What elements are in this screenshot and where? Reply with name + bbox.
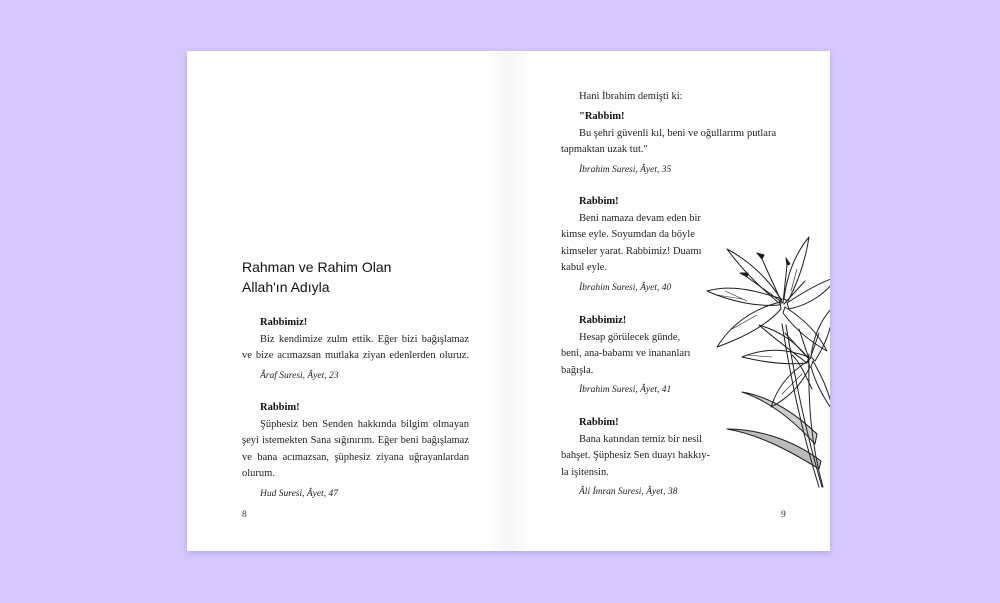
- lily-flower-illustration: [687, 229, 830, 491]
- prayer-line: Şüphesiz ben Senden hakkında bilgim olmayan: [260, 418, 469, 430]
- prayer-reference: Âli İmran Suresi, Âyet, 38: [579, 487, 678, 497]
- prayer-block-hud: [242, 400, 469, 502]
- chapter-title: [242, 257, 482, 297]
- prayer-line: Hesap görülecek günde,: [579, 331, 681, 343]
- page-number-right: 9: [781, 510, 786, 520]
- book-spread: [187, 51, 830, 551]
- right-page: [509, 51, 830, 551]
- prayer-line: Biz kendimize zulm ettik. Eğer bizi bağışlamaz: [260, 333, 469, 345]
- chapter-title-line1: Rahman ve Rahim Olan: [242, 259, 392, 275]
- prayer-line: kimseler yarat. Rabbimiz! Duamı: [561, 245, 702, 257]
- prayer-reference: İbrahim Suresi, Âyet, 35: [579, 164, 672, 175]
- prayer-line: la işitensin.: [561, 466, 609, 478]
- prayer-line: bahşet. Şüphesiz Sen duayı hakkıy-: [561, 450, 711, 461]
- prayer-reference: İbrahim Suresi, Âyet, 40: [579, 282, 672, 293]
- prayer-heading: "Rabbim!: [579, 111, 625, 122]
- prayer-reference: İbrahim Suresi, Âyet, 41: [579, 385, 672, 395]
- prayer-line: Bu şehri güvenli kıl, beni ve oğullarımı putlara: [579, 127, 777, 139]
- prayer-line: Bana katından temiz bir nesil: [579, 433, 703, 445]
- prayer-line: şeyi istemekten Sana sığınırım. Eğer beni bağışlamaz: [242, 435, 469, 446]
- prayer-line: kabul eyle.: [561, 262, 608, 273]
- prayer-line: ve bize acımazsan mutlaka ziyan edenlerden oluruz.: [242, 350, 469, 361]
- chapter-title-line2: Allah'ın Adıyla: [242, 279, 330, 295]
- prayer-reference: Hud Suresi, Âyet, 47: [260, 488, 339, 499]
- page-number-left: 8: [242, 510, 247, 520]
- prayer-line: beni, ana-babamı ve inananları: [561, 348, 691, 359]
- prayer-line: tapmaktan uzak tut.": [561, 144, 648, 155]
- prayer-line: Beni namaza devam eden bir: [579, 212, 701, 224]
- prayer-block-araf: [242, 315, 469, 384]
- prayer-heading: Rabbimiz!: [579, 315, 627, 326]
- prayer-line: kimse eyle. Soyumdan da böyle: [561, 229, 695, 240]
- prayer-intro-block: [561, 89, 801, 106]
- prayer-block-ibrahim-35: [561, 109, 801, 178]
- prayer-line: olurum.: [242, 468, 275, 479]
- left-page: [187, 51, 509, 551]
- prayer-heading: Rabbim!: [260, 402, 300, 413]
- prayer-heading: Rabbim!: [579, 196, 619, 207]
- prayer-line: bağışla.: [561, 364, 594, 376]
- prayer-reference: Âraf Suresi, Âyet, 23: [260, 370, 339, 381]
- prayer-heading: Rabbimiz!: [260, 317, 308, 328]
- prayer-line: ve bana acımazsan, şüphesiz ziyana uğrayanlardan: [242, 451, 469, 463]
- prayer-heading: Rabbim!: [579, 417, 619, 428]
- prayer-intro: Hani İbrahim demişti ki:: [579, 91, 683, 102]
